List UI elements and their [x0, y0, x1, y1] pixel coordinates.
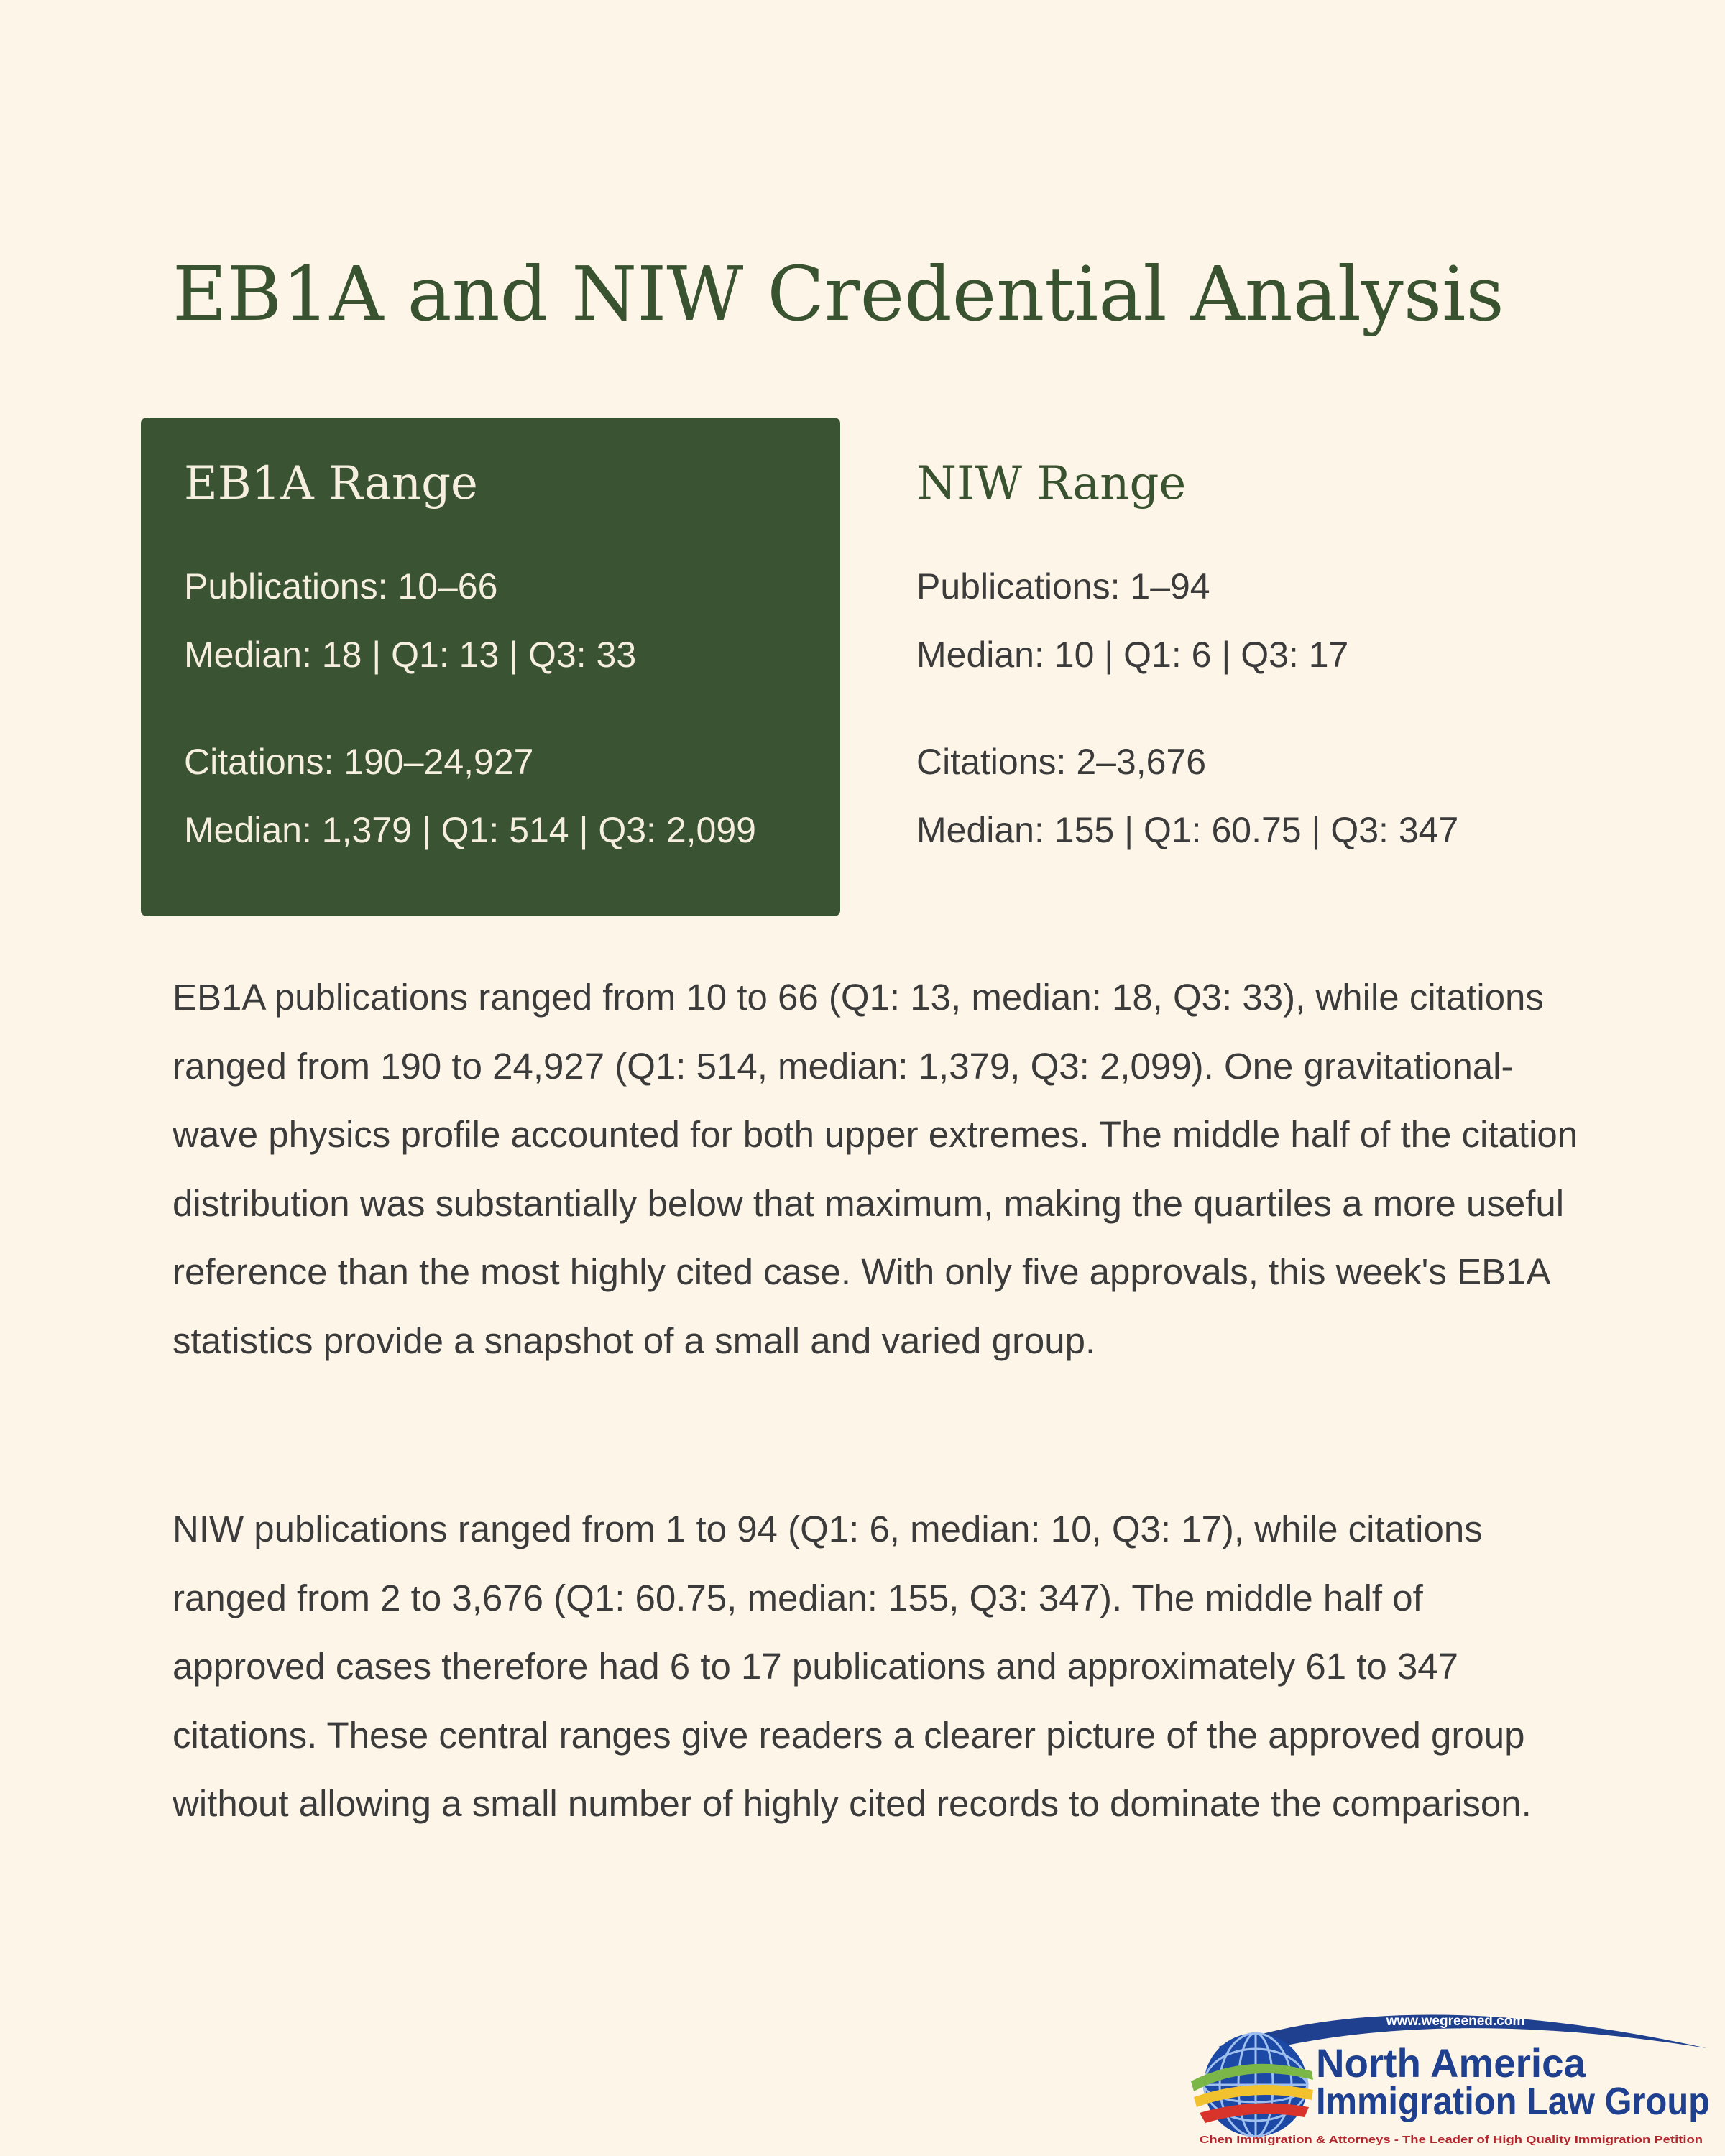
eb1a-publications-group	[184, 553, 840, 689]
logo-line-1: North America	[1316, 2040, 1586, 2086]
eb1a-citations-stats: Median: 1,379 | Q1: 514 | Q3: 2,099	[184, 809, 756, 850]
eb1a-citations-group	[184, 728, 840, 865]
niw-citations-group	[916, 728, 1578, 865]
niw-publications-group	[916, 553, 1578, 689]
logo-url: www.wegreened.com	[1386, 2014, 1525, 2029]
eb1a-range-card	[141, 418, 840, 916]
eb1a-analysis-paragraph: EB1A publications ranged from 10 to 66 (Q1: 13, median: 18, Q3: 33), while citations ranged from 190 to 24,927 (Q1: 514, median: 1,379, Q3: 2,099). One gravitational-wave physics profile accounted for both upper extremes. The middle half of the citation distribution was substantially below that maximum, making the quartiles a more useful reference than the most highly cited case. With only five approvals, this week's EB1A statistics provide a snapshot of a small and varied group.	[172, 977, 1578, 1361]
eb1a-publications-range: Publications: 10–66	[184, 566, 498, 607]
globe-icon	[1191, 2033, 1313, 2137]
niw-range-heading: NIW Range	[916, 457, 1187, 510]
firm-logo	[1190, 1996, 1714, 2147]
niw-range-card	[873, 418, 1578, 916]
niw-publications-stats: Median: 10 | Q1: 6 | Q3: 17	[916, 634, 1349, 675]
niw-publications-range: Publications: 1–94	[916, 566, 1210, 607]
page-title: EB1A and NIW Credential Analysis	[172, 250, 1504, 338]
niw-analysis-paragraph: NIW publications ranged from 1 to 94 (Q1: 6, median: 10, Q3: 17), while citations ranged from 2 to 3,676 (Q1: 60.75, median: 155, Q3: 347). The middle half of approved cases therefore had 6 to 17 publications and approximately 61 to 347 citations. These central ranges give readers a clearer picture of the approved group without allowing a small number of highly cited records to dominate the comparison.	[172, 1508, 1532, 1824]
eb1a-publications-stats: Median: 18 | Q1: 13 | Q3: 33	[184, 634, 637, 675]
niw-citations-stats: Median: 155 | Q1: 60.75 | Q3: 347	[916, 809, 1459, 850]
eb1a-citations-range: Citations: 190–24,927	[184, 741, 534, 782]
logo-tagline: Chen Immigration & Attorneys - The Leader of High Quality Immigration Petition	[1200, 2134, 1703, 2146]
eb1a-range-heading: EB1A Range	[184, 457, 478, 510]
niw-citations-range: Citations: 2–3,676	[916, 741, 1207, 782]
logo-line-2: Immigration Law Group	[1316, 2080, 1710, 2123]
